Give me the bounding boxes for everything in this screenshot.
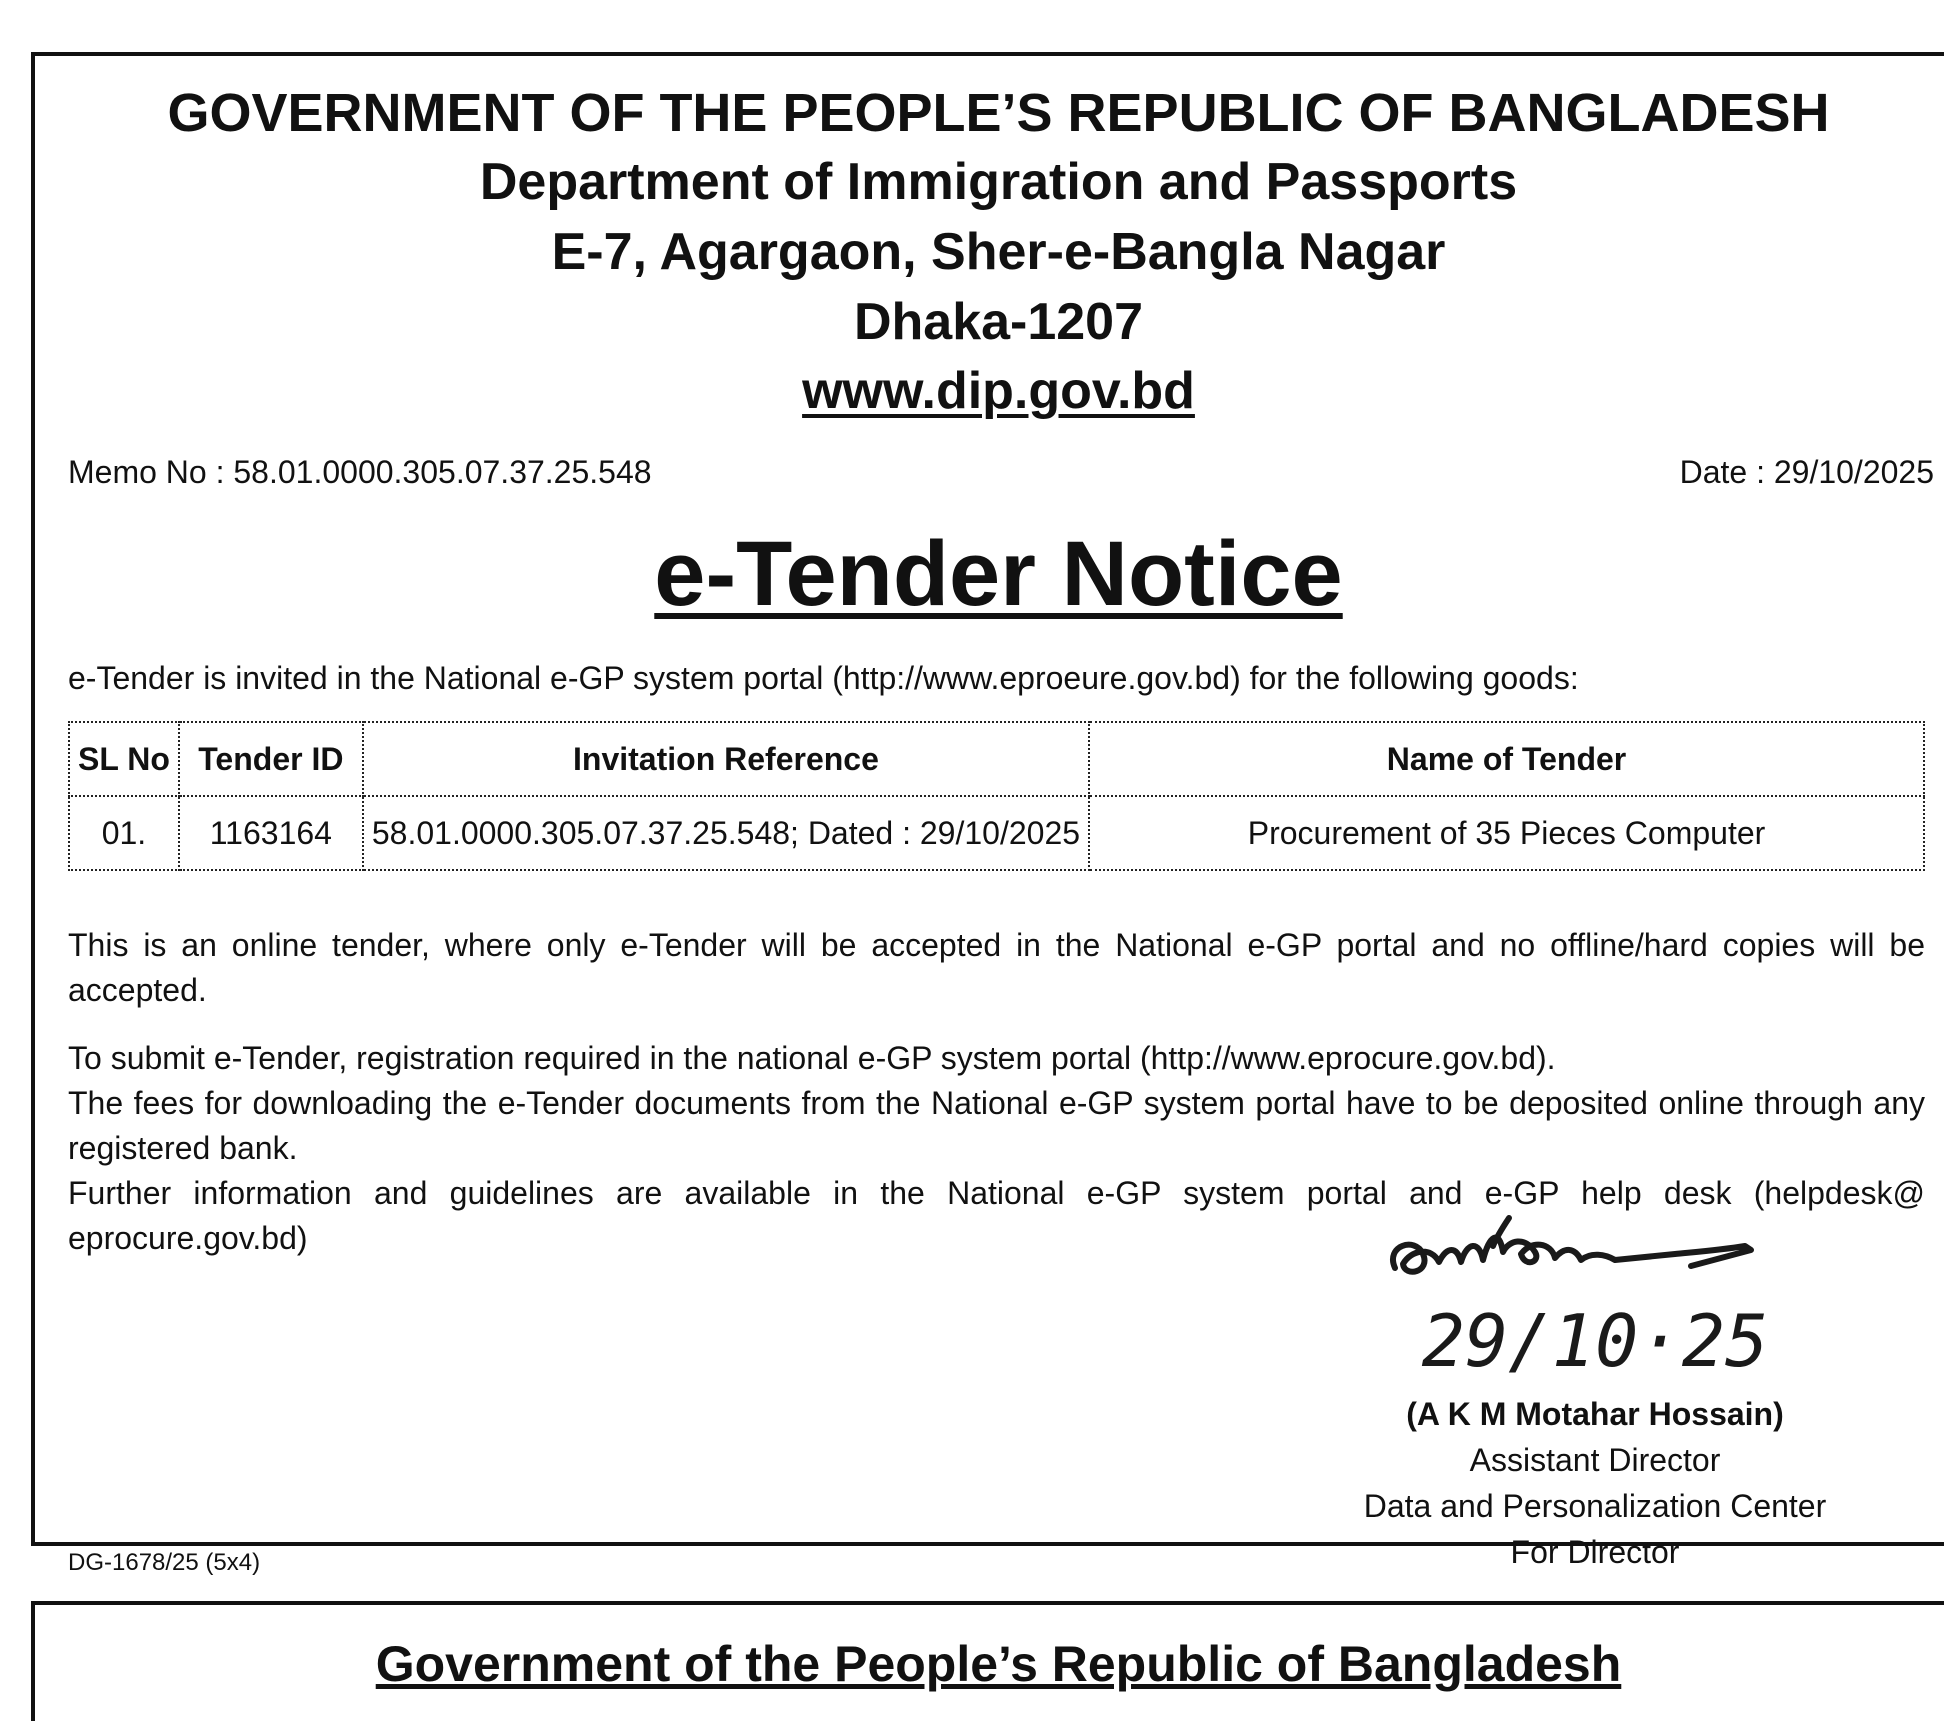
address-line-2: Dhaka-1207 [853, 293, 1144, 351]
header-name-of-tender: Name of Tender [1089, 722, 1924, 796]
signatory-for: For Director [1510, 1534, 1680, 1570]
address-line-1: E-7, Agargaon, Sher-e-Bangla Nagar [551, 223, 1446, 281]
header-invitation-reference: Invitation Reference [363, 722, 1089, 796]
table-header-row [69, 722, 1924, 796]
website-link[interactable]: www.dip.gov.bd [802, 362, 1195, 420]
cell-tender-id: 1163164 [179, 796, 363, 870]
signatory-title: Assistant Director [1469, 1442, 1721, 1478]
signature-handwritten-date: 29/10·25 [1421, 1299, 1769, 1383]
reference-code: DG-1678/25 (5x4) [68, 1549, 261, 1576]
table-row [69, 796, 1924, 870]
paragraph-fees: The fees for downloading the e-Tender documents from the National e-GP system portal have to be deposited online through any registered bank. [68, 1085, 1925, 1166]
next-notice-box [31, 1601, 1944, 1721]
signature-image [1375, 1206, 1815, 1396]
header-sl-no: SL No [69, 722, 179, 796]
signatory-name: (A K M Motahar Hossain) [1406, 1396, 1784, 1432]
government-heading: GOVERNMENT OF THE PEOPLE’S REPUBLIC OF BANGLADESH [167, 83, 1830, 143]
signatory-office: Data and Personalization Center [1363, 1488, 1827, 1524]
next-notice-title: Government of the People’s Republic of Bangladesh [375, 1636, 1622, 1692]
notice-date: Date : 29/10/2025 [1679, 454, 1934, 490]
cell-invitation-reference: 58.01.0000.305.07.37.25.548; Dated : 29/10/2025 [363, 796, 1089, 870]
tender-table [68, 721, 1925, 871]
cell-name-of-tender: Procurement of 35 Pieces Computer [1089, 796, 1924, 870]
cell-sl-no: 01. [69, 796, 179, 870]
tender-notice-box [31, 52, 1944, 1576]
intro-text: e-Tender is invited in the National e-GP system portal (http://www.eproeure.gov.bd) for the following goods: [68, 660, 1579, 696]
department-heading: Department of Immigration and Passports [479, 153, 1518, 211]
memo-number: Memo No : 58.01.0000.305.07.37.25.548 [68, 454, 652, 490]
notice-title: e-Tender Notice [654, 523, 1343, 625]
header-tender-id: Tender ID [179, 722, 363, 796]
paragraph-online-tender: This is an online tender, where only e-Tender will be accepted in the National e-GP portal and no offline/hard copies will be accepted. [68, 927, 1925, 1008]
paragraph-further-info: Further information and guidelines are available in the National e-GP system portal and e-GP help desk (helpdesk@ eprocure.gov.bd) [68, 1175, 1925, 1256]
paragraph-registration: To submit e-Tender, registration required in the national e-GP system portal (http://www.eprocure.gov.bd). [68, 1040, 1556, 1076]
